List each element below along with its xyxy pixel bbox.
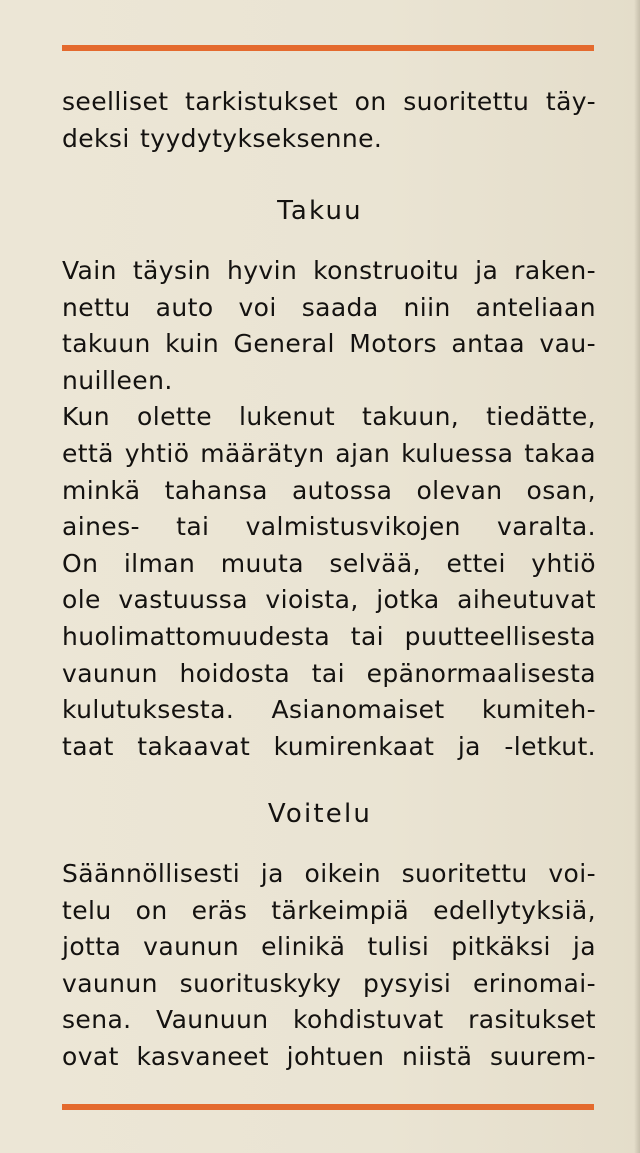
text-line: vaunun hoidosta tai epänormaalisesta [62,658,596,688]
text-line: ole vastuussa vioista, jotka aiheutuvat [62,585,596,615]
bottom-orange-rule [62,1104,594,1110]
heading-voitelu: Voitelu [267,799,373,829]
text-line: jotta vaunun elinikä tulisi pitkäksi ja [62,932,596,962]
text-line: vaunun suorituskyky pysyisi erinomai- [62,968,596,998]
text-line: takuun kuin General Motors antaa vau- [62,329,596,359]
text-line: Kun olette lukenut takuun, tiedätte, [62,402,596,432]
text-line: telu on eräs tärkeimpiä edellytyksiä, [62,895,596,925]
text-line: Vain täysin hyvin konstruoitu ja raken- [62,256,596,285]
text-line: nuilleen. [62,365,173,395]
text-line: nettu auto voi saada niin anteliaan [62,292,596,322]
page-edge-shadow [634,0,640,1153]
text-line: seelliset tarkistukset on suoritettu täy- [62,87,596,116]
text-line: kulutuksesta. Asianomaiset kumiteh- [62,695,596,725]
text-line: sena. Vaunuun kohdistuvat rasitukset [62,1005,596,1035]
takuu-paragraph [62,253,596,765]
intro-paragraph [62,84,596,157]
text-line: aines- tai valmistusvikojen varalta. [62,512,596,542]
top-orange-rule [62,45,594,51]
text-line: huolimattomuudesta tai puutteellisesta [62,621,596,651]
text-line: deksi tyydytykseksenne. [62,123,383,153]
heading-takuu: Takuu [277,196,363,226]
text-line: minkä tahansa autossa olevan osan, [62,475,596,505]
voitelu-paragraph [62,856,596,1076]
text-line: ovat kasvaneet johtuen niistä suurem- [62,1041,596,1071]
text-line: Säännöllisesti ja oikein suoritettu voi- [62,859,596,888]
text-line: On ilman muuta selvää, ettei yhtiö [62,548,596,578]
text-line: että yhtiö määrätyn ajan kuluessa takaa [62,438,596,468]
text-line: taat takaavat kumirenkaat ja -letkut. [62,731,596,761]
